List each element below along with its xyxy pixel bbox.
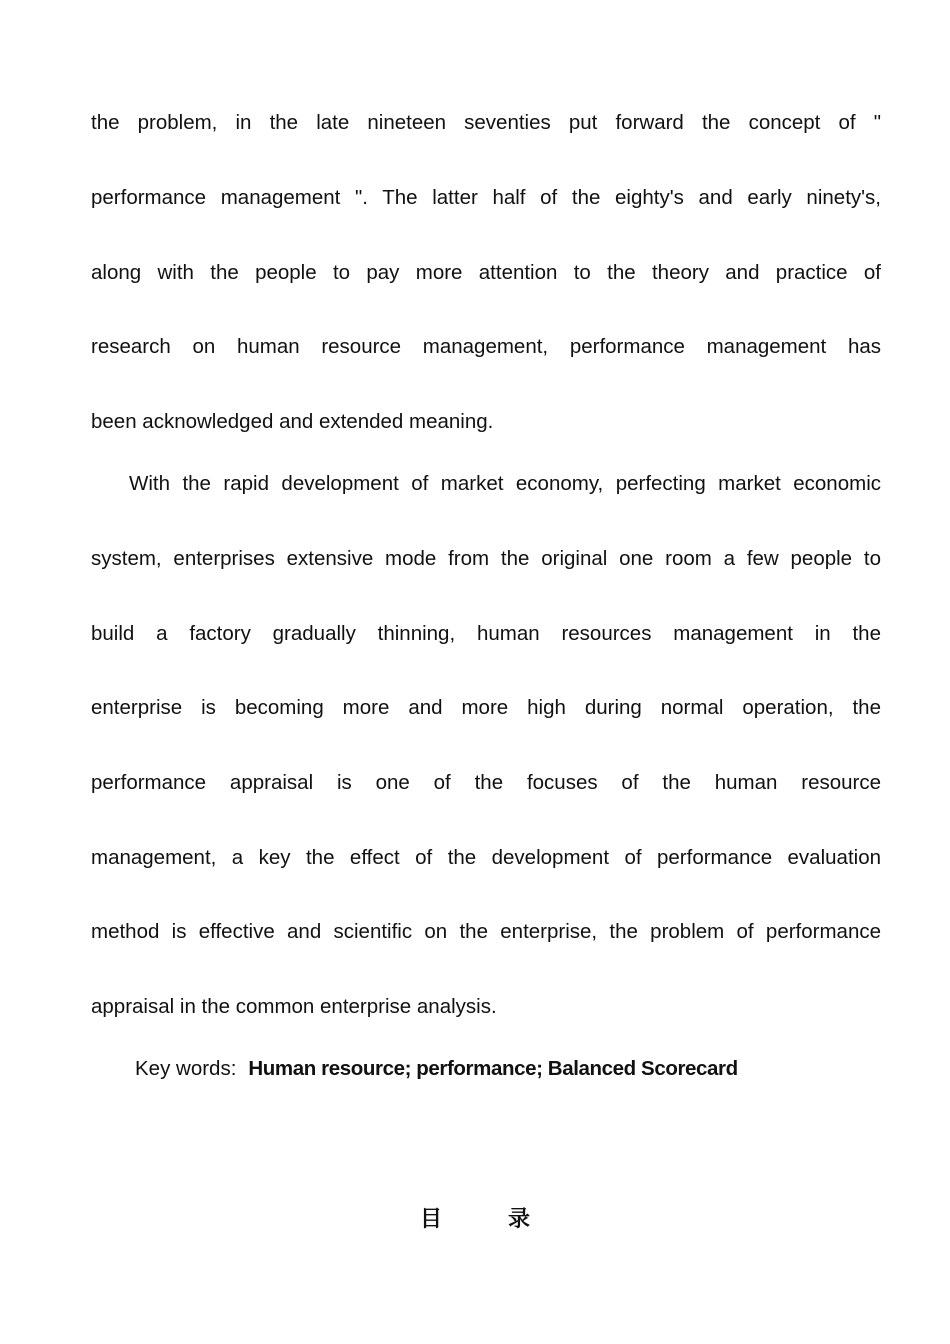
paragraph2-line-2: system, enterprises extensive mode from the original one room a few people to [91,547,881,570]
keywords-line [135,1056,738,1082]
paragraph2-line-7: method is effective and scientific on the enterprise, the problem of performance [91,920,881,943]
toc-title [0,1206,950,1234]
paragraph1-line-5: been acknowledged and extended meaning. [91,410,494,433]
paragraph2-line-4: enterprise is becoming more and more high during normal operation, the [91,696,881,719]
paragraph1-line-3: along with the people to pay more attention to the theory and practice of [91,261,881,284]
paragraph2-line-3: build a factory gradually thinning, human resources management in the [91,622,881,645]
paragraph1-line-4: research on human resource management, performance management has [91,335,881,358]
paragraph2-line-1: With the rapid development of market economy, perfecting market economic [129,472,881,495]
paragraph1-line-2: performance management ". The latter half of the eighty's and early ninety's, [91,186,881,209]
paragraph2-line-6: management, a key the effect of the development of performance evaluation [91,846,881,869]
keywords-value: Human resource; performance; Balanced Scorecard [248,1057,738,1080]
keywords-label: Key words: [135,1057,237,1080]
paragraph2-line-5: performance appraisal is one of the focuses of the human resource [91,771,881,794]
toc-title-char-2: 录 [508,1207,531,1232]
paragraph1-line-1: the problem, in the late nineteen seventies put forward the concept of " [91,111,881,134]
toc-title-char-1: 目 [420,1207,443,1232]
paragraph2-line-8: appraisal in the common enterprise analysis. [91,995,497,1018]
